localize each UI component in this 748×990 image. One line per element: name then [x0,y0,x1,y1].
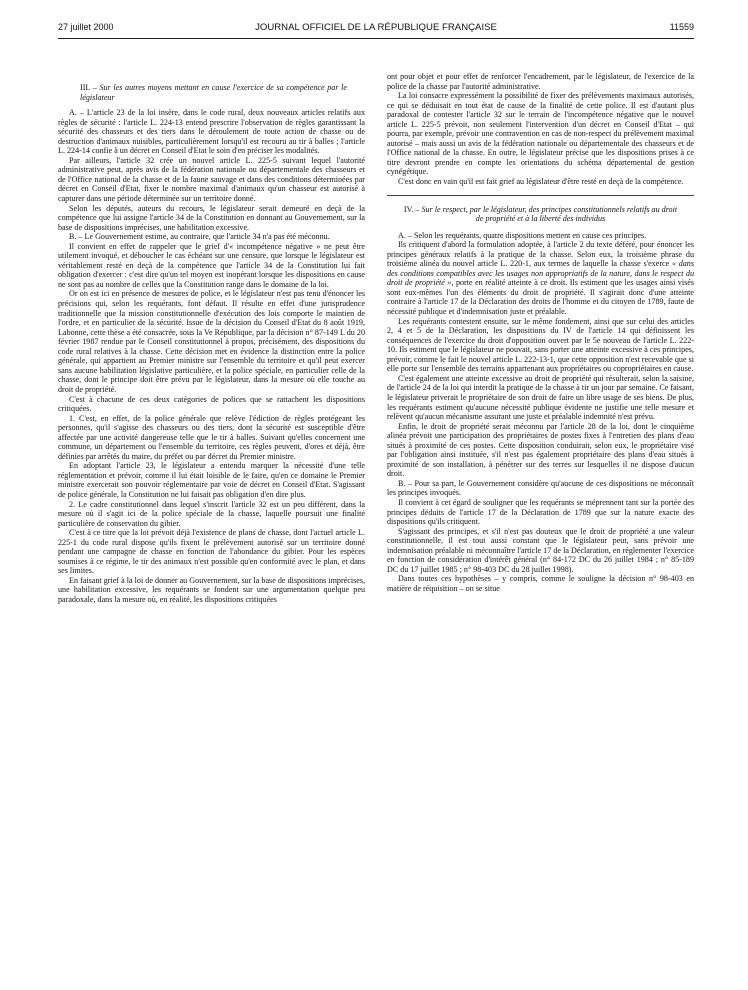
section-number: IV. – [403,204,420,214]
paragraph: En faisant grief à la loi de donner au Gouvernement, sur la base de dispositions imprécises, une habilitation excessive, les requérants se fondent sur une argumentation quelque peu paradoxale, dans la mesure où, en réalité, les dispositions critiquées [58,575,365,604]
section-title: Sur les autres moyens mettant en cause l'exercice de sa compétence par le législateur [80,83,347,102]
paragraph: Or on est ici en présence de mesures de police, et le législateur n'est pas tenu d'énoncer les précisions qui, selon les requérants, font défaut. Il résulte en effet d'une jurisprudence traditionnelle que la mission constitutionnelle d'exécution des lois comporte le maintien de l'ordre, et en particulier de la sécurité. Issue de la décision du Conseil d'Etat du 8 août 1919, Labonne, cette thèse a été consacrée, sous la Ve République, par la décision n° 87-149 L du 20 février 1987 rendue par le Conseil constitutionnel à propos, précisément, des dispositions du code rural relatives à la chasse. Cette décision met en évidence la distinction entre la police générale, qui appartient au Premier ministre sur l'ensemble du territoire et qu'il peut exercer sans aucune habilitation législative particulière, et la police spéciale, en particulier celle de la chasse, dont le principe doit être prévu par le législateur, dans la mesure où elle touche au droit de propriété. [58,289,365,394]
paragraph: B. – Le Gouvernement estime, au contraire, que l'article 34 n'a pas été méconnu. [69,232,330,242]
paragraph-text: , porte en réalité atteinte à ce droit. Ils estiment que les usages ainsi visés sont eux-mêmes l'un des éléments du droit de propriété. Il s'agirait donc d'une atteinte contraire à l'article 17 de la Déclaration des droits de l'homme et du citoyen de 1789, faute de nécessité publique et d'indemnisation juste et préalable. [387,278,694,317]
paragraph: C'est donc en vain qu'il est fait grief au législateur d'être resté en deçà de la compétence. [398,177,684,187]
paragraph [387,240,694,316]
paragraph: 2. Le cadre constitutionnel dans lequel s'inscrit l'article 32 est un peu différent, dans la mesure où il s'agit ici de la police spéciale de la chasse, laquelle poursuit une finalité particulière de conservation du gibier. [58,499,365,528]
left-column [58,80,365,605]
paragraph: Par ailleurs, l'article 32 crée un nouvel article L. 225-5 suivant lequel l'autorité administrative peut, après avis de la fédération nationale ou départementale des chasseurs et de l'Office national de la chasse et de la faune sauvage et dans des conditions déterminées par décret en Conseil d'Etat, fixer le nombre maximal d'animaux qu'un chasseur est autorisé à capturer dans une période déterminée sur un territoire donné. [58,155,365,204]
paragraph: A. – Selon les requérants, quatre dispositions mettent en cause ces principes. [398,230,647,240]
paragraph: Selon les députés, auteurs du recours, le législateur serait demeuré en deçà de la compétence que lui assigne l'article 34 de la Constitution en donnant au Gouvernement, sur la base de dispositions imprécises, une habilitation excessive. [58,203,365,232]
paragraph: C'est également une atteinte excessive au droit de propriété qui résulterait, selon la saisine, de l'article 24 de la loi qui interdit la pratique de la chasse à tir un jour par semaine. Ce faisant, le législateur priverait le propriétaire de son droit de faire un libre usage de ses biens. De plus, les requérants estiment qu'aucune nécessité publique évidente ne justifie une telle mesure et relèvent qu'aucun mécanisme assurant une juste et préalable indemnité n'est prévu. [387,373,694,422]
quoted-text: « dans des conditions compatibles avec les usages non appropriatifs de la nature, dans le respect du droit de propriété » [387,259,694,288]
paragraph: S'agissant des principes, et s'il n'est pas douteux que le droit de propriété a une valeur constitutionnelle, il est tout aussi constant que le législateur peut, sans prévoir une indemnisation préalable ni méconnaître l'article 17 de la Déclaration, en réglementer l'exercice en fonction de considération d'intérêt général (n° 84-172 DC du 26 juillet 1984 ; n° 85-189 DC du 17 juillet 1985 ; n° 98-403 DC du 28 juillet 1998). [387,526,694,574]
page-header [58,22,694,38]
page-number: 11559 [669,22,694,32]
section-divider [387,195,694,196]
paragraph-text: Ils critiquent d'abord la formulation adoptée, à l'article 2 du texte déféré, pour énoncer les principes généraux relatifs à la pratique de la chasse. Selon eux, la troisième phrase du troisième alinéa du nouvel article L. 220-1, aux termes de laquelle la chasse s'exerce [387,240,694,269]
paragraph: Les requérants contestent ensuite, sur le même fondement, ainsi que sur celui des articles 2, 4 et 5 de la Déclaration, les dispositions du IV de l'article 14 qui définissent les conséquences de l'exercice du droit d'opposition ouvert par le 5e nouveau de l'article L. 222-10. Ils estiment que le législateur ne pouvait, sans porter une atteinte excessive à ces principes, prévoir, comme le fait le nouvel article L. 222-13-1, que cette opposition n'est recevable que si elle porte sur l'ensemble des terrains appartenant aux propriétaires ou copropriétaires en cause. [387,316,694,374]
paragraph: En adoptant l'article 23, le législateur a entendu marquer la nécessité d'une telle réglementation et prévoir, comme il lui était loisible de le faire, qu'en ce domaine le Premier ministre exercerait son pouvoir réglementaire par voie de décret en Conseil d'Etat. S'agissant de police générale, la Constitution ne lui faisait pas obligation d'en dire plus. [58,461,365,499]
paragraph: Dans toutes ces hypothèses – y compris, comme le souligne la décision n° 98-403 en matière de réquisition – on se situe [387,574,694,593]
paragraph: A. – L'article 23 de la loi insère, dans le code rural, deux nouveaux articles relatifs aux règles de sécurité : l'article L. 224-13 entend prescrire l'observation de règles garantissant la sécurité des chasseurs et des tiers dans le déroulement de toute action de chasse ou de destruction d'animaux nuisibles, particulièrement lorsqu'il est recouru au tir à balles ; l'article L. 224-14 confie à un décret en Conseil d'Etat le soin d'en préciser les modalités. [58,108,365,156]
paragraph: Il convient en effet de rappeler que le grief d'« incompétence négative » ne peut être utilement invoqué, et déboucher le cas échéant sur une censure, que lorsque le législateur est véritablement resté en deçà de la compétence que l'article 34 de la Constitution lui fait obligation d'exercer : c'est dire qu'un tel moyen est inopérant lorsque les dispositions en cause ne sont pas au nombre de celles que la Constitution range dans le domaine de la loi. [58,241,365,289]
paragraph: La loi consacre expressément la possibilité de fixer des prélèvements maximaux autorisés, ce qui se déduisait en tout état de cause de la finalité de cette police. Il est d'autant plus paradoxal de contester l'article 32 sur le terrain de l'incompétence négative que le nouvel article L. 225-5 prévoit, non seulement l'intervention d'un décret en Conseil d'Etat – qui pourra, par exemple, prévoir une contravention en cas de non-respect du prélèvement maximal autorisé – mais aussi un avis de la fédération nationale ou départementale des chasseurs et de l'Office national de la chasse. En outre, le législateur précise que les dispositions prises à ce titre devront prendre en compte les orientations du schéma départemental de gestion cynégétique. [387,91,694,177]
paragraph: Enfin, le droit de propriété serait méconnu par l'article 28 de la loi, dont le cinquième alinéa prévoit une participation des propriétaires de postes fixes à l'entretien des plans d'eau situés à proximité de ces postes. Cette disposition conduirait, selon eux, le propriétaire visé par l'obligation ainsi instituée, s'il n'est pas également propriétaire des plans d'eau situés à proximité de son installation, à pénétrer sur des terres sur lesquelles il ne dispose d'aucun droit. [387,421,694,479]
issue-date: 27 juillet 2000 [58,22,114,32]
journal-title: JOURNAL OFFICIEL DE LA RÉPUBLIQUE FRANÇAISE [255,22,497,33]
section-heading-iv [387,205,694,224]
paragraph: Il convient à cet égard de souligner que les requérants se méprennent tant sur la portée des principes déduits de l'article 17 de la Déclaration de 1789 que sur la nature exacte des dispositions qu'ils critiquent. [387,497,694,527]
paragraph: C'est à chacune de ces deux catégories de polices que se rattachent les dispositions critiquées. [58,394,365,414]
section-heading-iii [58,83,365,102]
section-number: III. – [80,83,97,92]
paragraph: C'est à ce titre que la loi prévoit déjà l'existence de plans de chasse, dont l'actuel article L. 225-1 du code rural dispose qu'ils fixent le prélèvement autorisé sur un territoire donné pendant une campagne de chasse en fonction de l'abondance du gibier. Pour les espèces soumises à ce régime, le tir des animaux n'est possible qu'en conformité avec le plan, et dans ses limites. [58,528,365,576]
right-column [387,72,694,593]
section-title: Sur le respect, par le législateur, des principes constitutionnels relatifs au droit de propriété et à la liberté des individus [421,204,678,224]
paragraph: ont pour objet et pour effet de renforcer l'encadrement, par le législateur, de l'exercice de la police de la chasse par l'autorité administrative. [387,72,694,91]
paragraph: 1. C'est, en effet, de la police générale que relève l'édiction de règles protégeant les personnes, qu'il s'agisse des chasseurs ou des tiers, dont la sécurité est susceptible d'être affectée par une activité dangereuse telle que le tir à balles. Suivant qu'elles concernent une commune, un département ou l'ensemble du territoire, ces règles peuvent, d'ores et déjà, être définies par arrêtés du maire, du préfet ou par décret du Premier ministre. [58,413,365,461]
header-rule [58,38,694,39]
paragraph: B. – Pour sa part, le Gouvernement considère qu'aucune de ces dispositions ne méconnaît les principes invoqués. [387,478,694,498]
